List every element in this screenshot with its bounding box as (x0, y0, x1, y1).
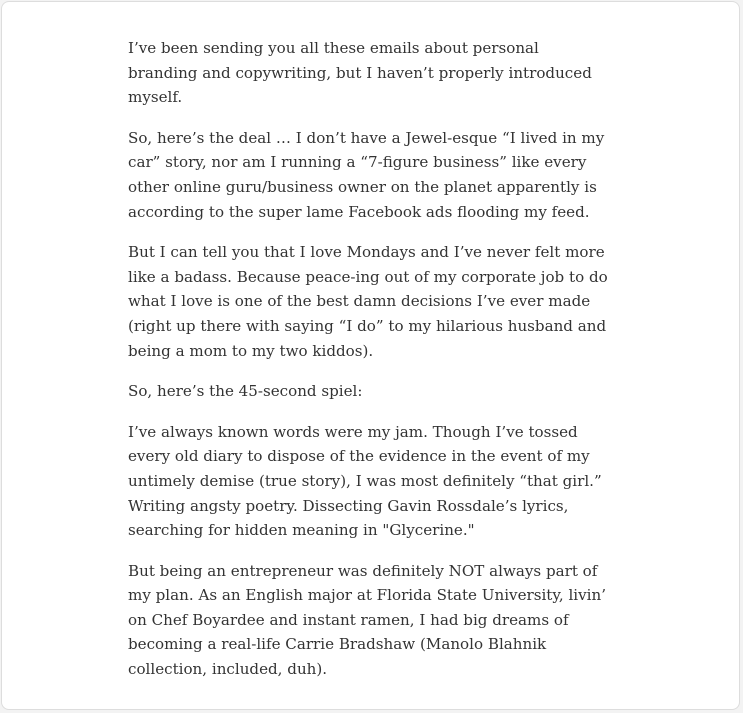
paragraph-spiel-intro: So, here’s the 45-second spiel: (128, 382, 363, 401)
paragraph-intro: I’ve been sending you all these emails about personal branding and copywriting, but I haven’t properly introduced myself. (128, 39, 592, 107)
email-card (1, 1, 740, 710)
paragraph-the-deal: So, here’s the deal … I don’t have a Jewel-esque “I lived in my car” story, nor am I running a “7-figure business” like every other online guru/business owner on the planet apparently is according to the super lame Facebook ads flooding my feed. (128, 128, 605, 221)
paragraph-love-mondays: But I can tell you that I love Mondays and I’ve never felt more like a badass. Because peace-ing out of my corporate job to do what I love is one of the best damn decisions I’ve ever made (right up there with saying “I do” to my hilarious husband and being a mom to my two kiddos). (128, 243, 608, 360)
paragraph-entrepreneur: But being an entrepreneur was definitely NOT always part of my plan. As an English major at Florida State University, livin’ on Chef Boyardee and instant ramen, I had big dreams of becoming a real-life Carrie Bradshaw (Manolo Blahnik collection, included, duh). (128, 561, 606, 679)
email-body (128, 36, 608, 698)
paragraph-words-jam: I’ve always known words were my jam. Though I’ve tossed every old diary to dispose of the evidence in the event of my untimely demise (true story), I was most definitely “that girl.” Writing angsty poetry. Dissecting Gavin Rossdale’s lyrics, searching for hidden meaning in "Glycerine." (128, 422, 602, 540)
